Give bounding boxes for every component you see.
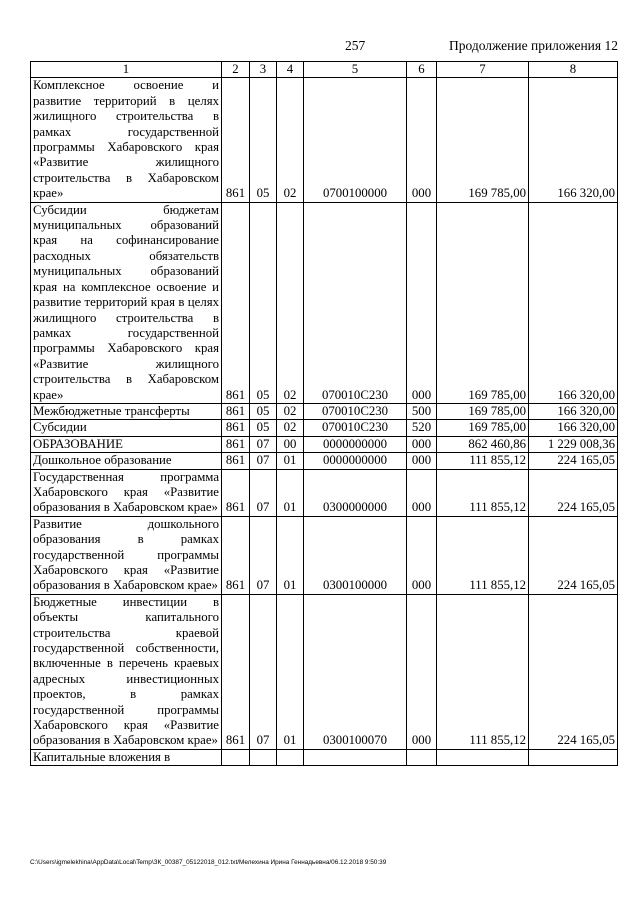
cell-col6: 000: [407, 436, 437, 452]
cell-col7: 169 785,00: [437, 403, 529, 419]
cell-col8: 166 320,00: [529, 420, 618, 436]
row-name: Субсидии бюджетам муниципальных образований края на софинансирование расходных обязательств муниципальных образований края на комплексное освоение и развитие территорий края в целях жилищного строительства в рамках государственной программы Хабаровского края «Развитие жилищного строительства в Хабаровском крае»: [31, 202, 222, 403]
table-row: [31, 749, 618, 765]
cell-col4: 02: [277, 202, 304, 403]
cell-col2: [222, 749, 250, 765]
row-name: Развитие дошкольного образования в рамках государственной программы Хабаровского края «Развитие образования в Хабаровском крае»: [31, 516, 222, 594]
continuation-label: Продолжение приложения 12: [448, 38, 618, 53]
cell-col3: 05: [250, 202, 277, 403]
cell-col2: 861: [222, 403, 250, 419]
cell-col3: 07: [250, 469, 277, 516]
cell-col7: 862 460,86: [437, 436, 529, 452]
cell-col3: 05: [250, 403, 277, 419]
page-header: [0, 38, 640, 58]
cell-col6: [407, 749, 437, 765]
row-name: Комплексное освоение и развитие территорий в целях жилищного строительства в рамках государственной программы Хабаровского края «Развитие жилищного строительства в Хабаровском крае»: [31, 78, 222, 202]
cell-col2: 861: [222, 516, 250, 594]
cell-col3: 05: [250, 78, 277, 202]
cell-col3: 07: [250, 516, 277, 594]
cell-col5: 0300000000: [304, 469, 407, 516]
cell-col6: 000: [407, 202, 437, 403]
cell-col2: 861: [222, 78, 250, 202]
row-name: Государственная программа Хабаровского края «Развитие образования в Хабаровском крае»: [31, 469, 222, 516]
cell-col3: 05: [250, 420, 277, 436]
cell-col4: 01: [277, 516, 304, 594]
cell-col7: 169 785,00: [437, 202, 529, 403]
table-row: [31, 453, 618, 469]
row-name: Дошкольное образование: [31, 453, 222, 469]
cell-col6: 000: [407, 516, 437, 594]
cell-col8: 166 320,00: [529, 202, 618, 403]
cell-col2: 861: [222, 202, 250, 403]
table-row: [31, 516, 618, 594]
cell-col7: 111 855,12: [437, 469, 529, 516]
column-header-6: 6: [407, 62, 437, 78]
cell-col4: 02: [277, 420, 304, 436]
cell-col7: 169 785,00: [437, 78, 529, 202]
column-header-7: 7: [437, 62, 529, 78]
table-row: [31, 403, 618, 419]
table-row: [31, 420, 618, 436]
row-name: Субсидии: [31, 420, 222, 436]
cell-col6: 000: [407, 453, 437, 469]
cell-col6: 000: [407, 594, 437, 749]
cell-col6: 520: [407, 420, 437, 436]
cell-col8: 1 229 008,36: [529, 436, 618, 452]
cell-col7: 169 785,00: [437, 420, 529, 436]
cell-col4: 01: [277, 469, 304, 516]
cell-col2: 861: [222, 594, 250, 749]
file-path-footer: C:\Users\igmelekhina\AppData\Local\Temp\ЗК_00387_05122018_012.txt/Мелехина Ирина Геннадьевна/06.12.2018 9:50:39: [30, 859, 387, 866]
cell-col2: 861: [222, 469, 250, 516]
cell-col5: 0000000000: [304, 453, 407, 469]
column-header-8: 8: [529, 62, 618, 78]
page-number: 257: [345, 38, 366, 53]
cell-col7: 111 855,12: [437, 453, 529, 469]
row-name: Бюджетные инвестиции в объекты капитального строительства краевой государственной собственности, включенные в перечень краевых адресных инвестиционных проектов, в рамках государственной программы Хабаровского края «Развитие образования в Хабаровском крае»: [31, 594, 222, 749]
column-header-3: 3: [250, 62, 277, 78]
cell-col6: 000: [407, 78, 437, 202]
cell-col8: [529, 749, 618, 765]
budget-table: [30, 61, 618, 766]
cell-col4: 00: [277, 436, 304, 452]
column-header-4: 4: [277, 62, 304, 78]
cell-col4: 01: [277, 594, 304, 749]
cell-col4: 02: [277, 403, 304, 419]
cell-col8: 224 165,05: [529, 594, 618, 749]
cell-col3: 07: [250, 594, 277, 749]
cell-col5: 070010С230: [304, 202, 407, 403]
cell-col5: 0000000000: [304, 436, 407, 452]
cell-col5: 0700100000: [304, 78, 407, 202]
cell-col8: 224 165,05: [529, 516, 618, 594]
cell-col7: 111 855,12: [437, 516, 529, 594]
cell-col5: 0300100070: [304, 594, 407, 749]
cell-col5: [304, 749, 407, 765]
cell-col4: 01: [277, 453, 304, 469]
cell-col6: 500: [407, 403, 437, 419]
cell-col8: 166 320,00: [529, 78, 618, 202]
table-row: [31, 436, 618, 452]
cell-col5: 070010С230: [304, 403, 407, 419]
row-name: ОБРАЗОВАНИЕ: [31, 436, 222, 452]
column-header-row: [31, 62, 618, 78]
cell-col2: 861: [222, 420, 250, 436]
cell-col8: 224 165,05: [529, 469, 618, 516]
cell-col4: 02: [277, 78, 304, 202]
table-row: [31, 469, 618, 516]
cell-col3: [250, 749, 277, 765]
row-name: Капитальные вложения в: [31, 749, 222, 765]
cell-col5: 0300100000: [304, 516, 407, 594]
table-row: [31, 78, 618, 202]
table-row: [31, 202, 618, 403]
cell-col8: 166 320,00: [529, 403, 618, 419]
cell-col8: 224 165,05: [529, 453, 618, 469]
cell-col7: 111 855,12: [437, 594, 529, 749]
column-header-2: 2: [222, 62, 250, 78]
table-row: [31, 594, 618, 749]
column-header-5: 5: [304, 62, 407, 78]
cell-col7: [437, 749, 529, 765]
cell-col3: 07: [250, 436, 277, 452]
column-header-1: 1: [31, 62, 222, 78]
cell-col3: 07: [250, 453, 277, 469]
cell-col2: 861: [222, 453, 250, 469]
row-name: Межбюджетные трансферты: [31, 403, 222, 419]
cell-col4: [277, 749, 304, 765]
cell-col5: 070010С230: [304, 420, 407, 436]
cell-col2: 861: [222, 436, 250, 452]
cell-col6: 000: [407, 469, 437, 516]
